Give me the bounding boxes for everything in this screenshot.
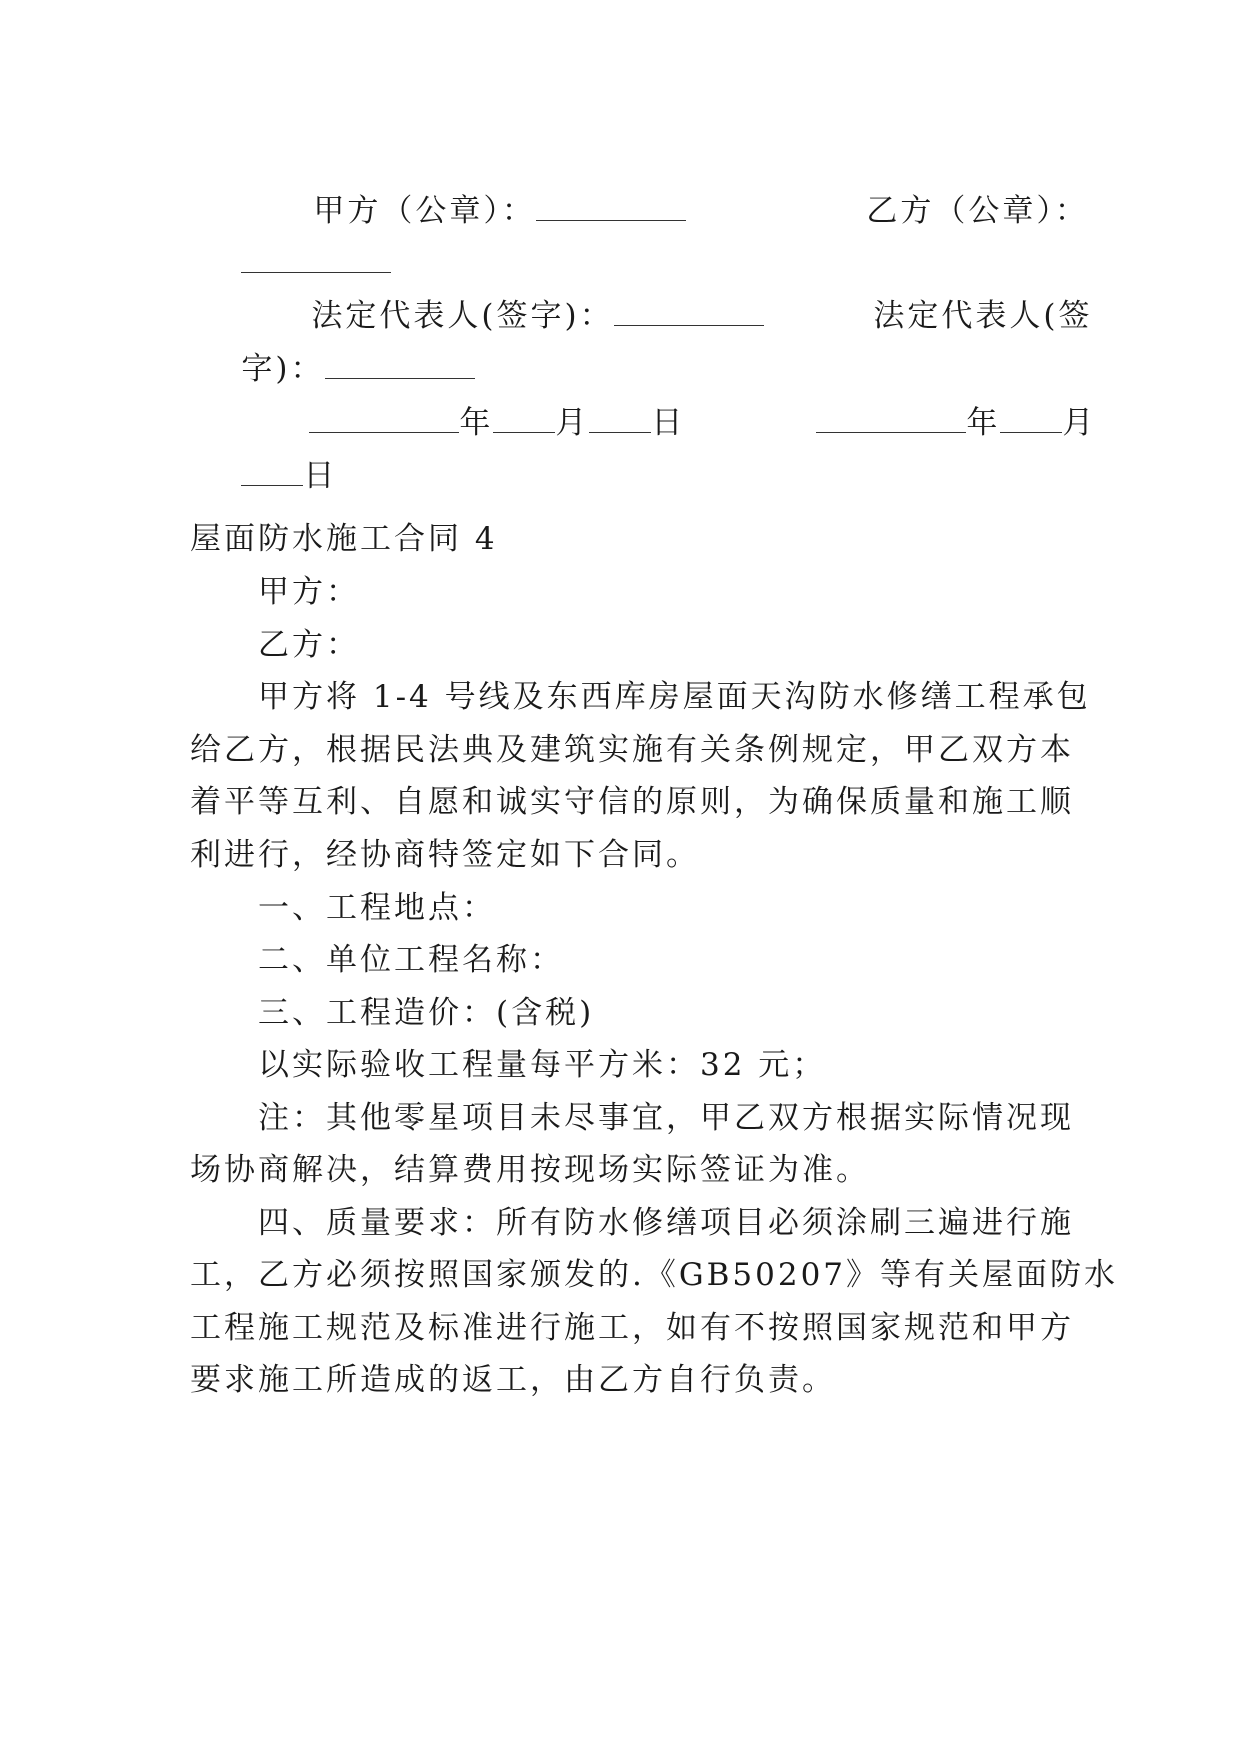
date-a-month-blank (493, 404, 555, 433)
party-a-seal-label: 甲方（公章）： (313, 193, 536, 229)
date-b-day-label: 日 (303, 458, 338, 494)
note-line-2: 场协商解决，结算费用按现场实际签证为准。 (190, 1152, 870, 1188)
legal-rep-b-label-part1: 法定代表人(签 (873, 298, 1093, 334)
date-a-month-label: 月 (555, 405, 590, 441)
clause-2: 二、单位工程名称： (258, 942, 564, 978)
date-b-year-label: 年 (966, 405, 1001, 441)
clause-4-line-3: 工程施工规范及标准进行施工，如有不按照国家规范和甲方 (190, 1310, 1074, 1346)
intro-line-1: 甲方将 1-4 号线及东西库房屋面天沟防水修缮工程承包 (258, 679, 1091, 715)
clause-4-line-1: 四、质量要求：所有防水修缮项目必须涂刷三遍进行施 (258, 1205, 1074, 1241)
intro-line-4: 利进行，经协商特签定如下合同。 (190, 837, 700, 873)
party-b-seal-label: 乙方（公章）： (866, 193, 1089, 229)
date-a-day-label: 日 (651, 405, 686, 441)
date-b-year-blank (816, 404, 966, 433)
clause-1: 一、工程地点： (258, 890, 496, 926)
clause-4-line-2: 工，乙方必须按照国家颁发的.《GB50207》等有关屋面防水 (190, 1257, 1119, 1293)
legal-rep-a-blank (614, 297, 764, 326)
party-a-seal-blank (536, 192, 686, 221)
date-b-month-blank (1000, 404, 1062, 433)
contract-title: 屋面防水施工合同 4 (190, 521, 498, 557)
date-a-year-label: 年 (459, 405, 494, 441)
date-b-month-label: 月 (1062, 405, 1097, 441)
intro-line-2: 给乙方，根据民法典及建筑实施有关条例规定，甲乙双方本 (190, 732, 1074, 768)
date-b-line (765, 360, 1096, 486)
party-a-line: 甲方： (258, 574, 360, 610)
note-line-1: 注：其他零星项目未尽事宜，甲乙双方根据实际情况现 (258, 1100, 1074, 1136)
date-a-day-blank (589, 404, 651, 433)
legal-rep-b-label-part2: 字)： (241, 351, 325, 387)
price-line: 以实际验收工程量每平方米：32 元； (258, 1047, 827, 1083)
legal-rep-a-label: 法定代表人(签字)： (311, 298, 614, 334)
clause-4-line-4: 要求施工所造成的返工，由乙方自行负责。 (190, 1362, 836, 1398)
date-b-day-blank (241, 457, 303, 486)
intro-line-3: 着平等互利、自愿和诚实守信的原则，为确保质量和施工顺 (190, 784, 1074, 820)
clause-3: 三、工程造价：(含税) (258, 995, 595, 1031)
party-b-line: 乙方： (258, 627, 360, 663)
